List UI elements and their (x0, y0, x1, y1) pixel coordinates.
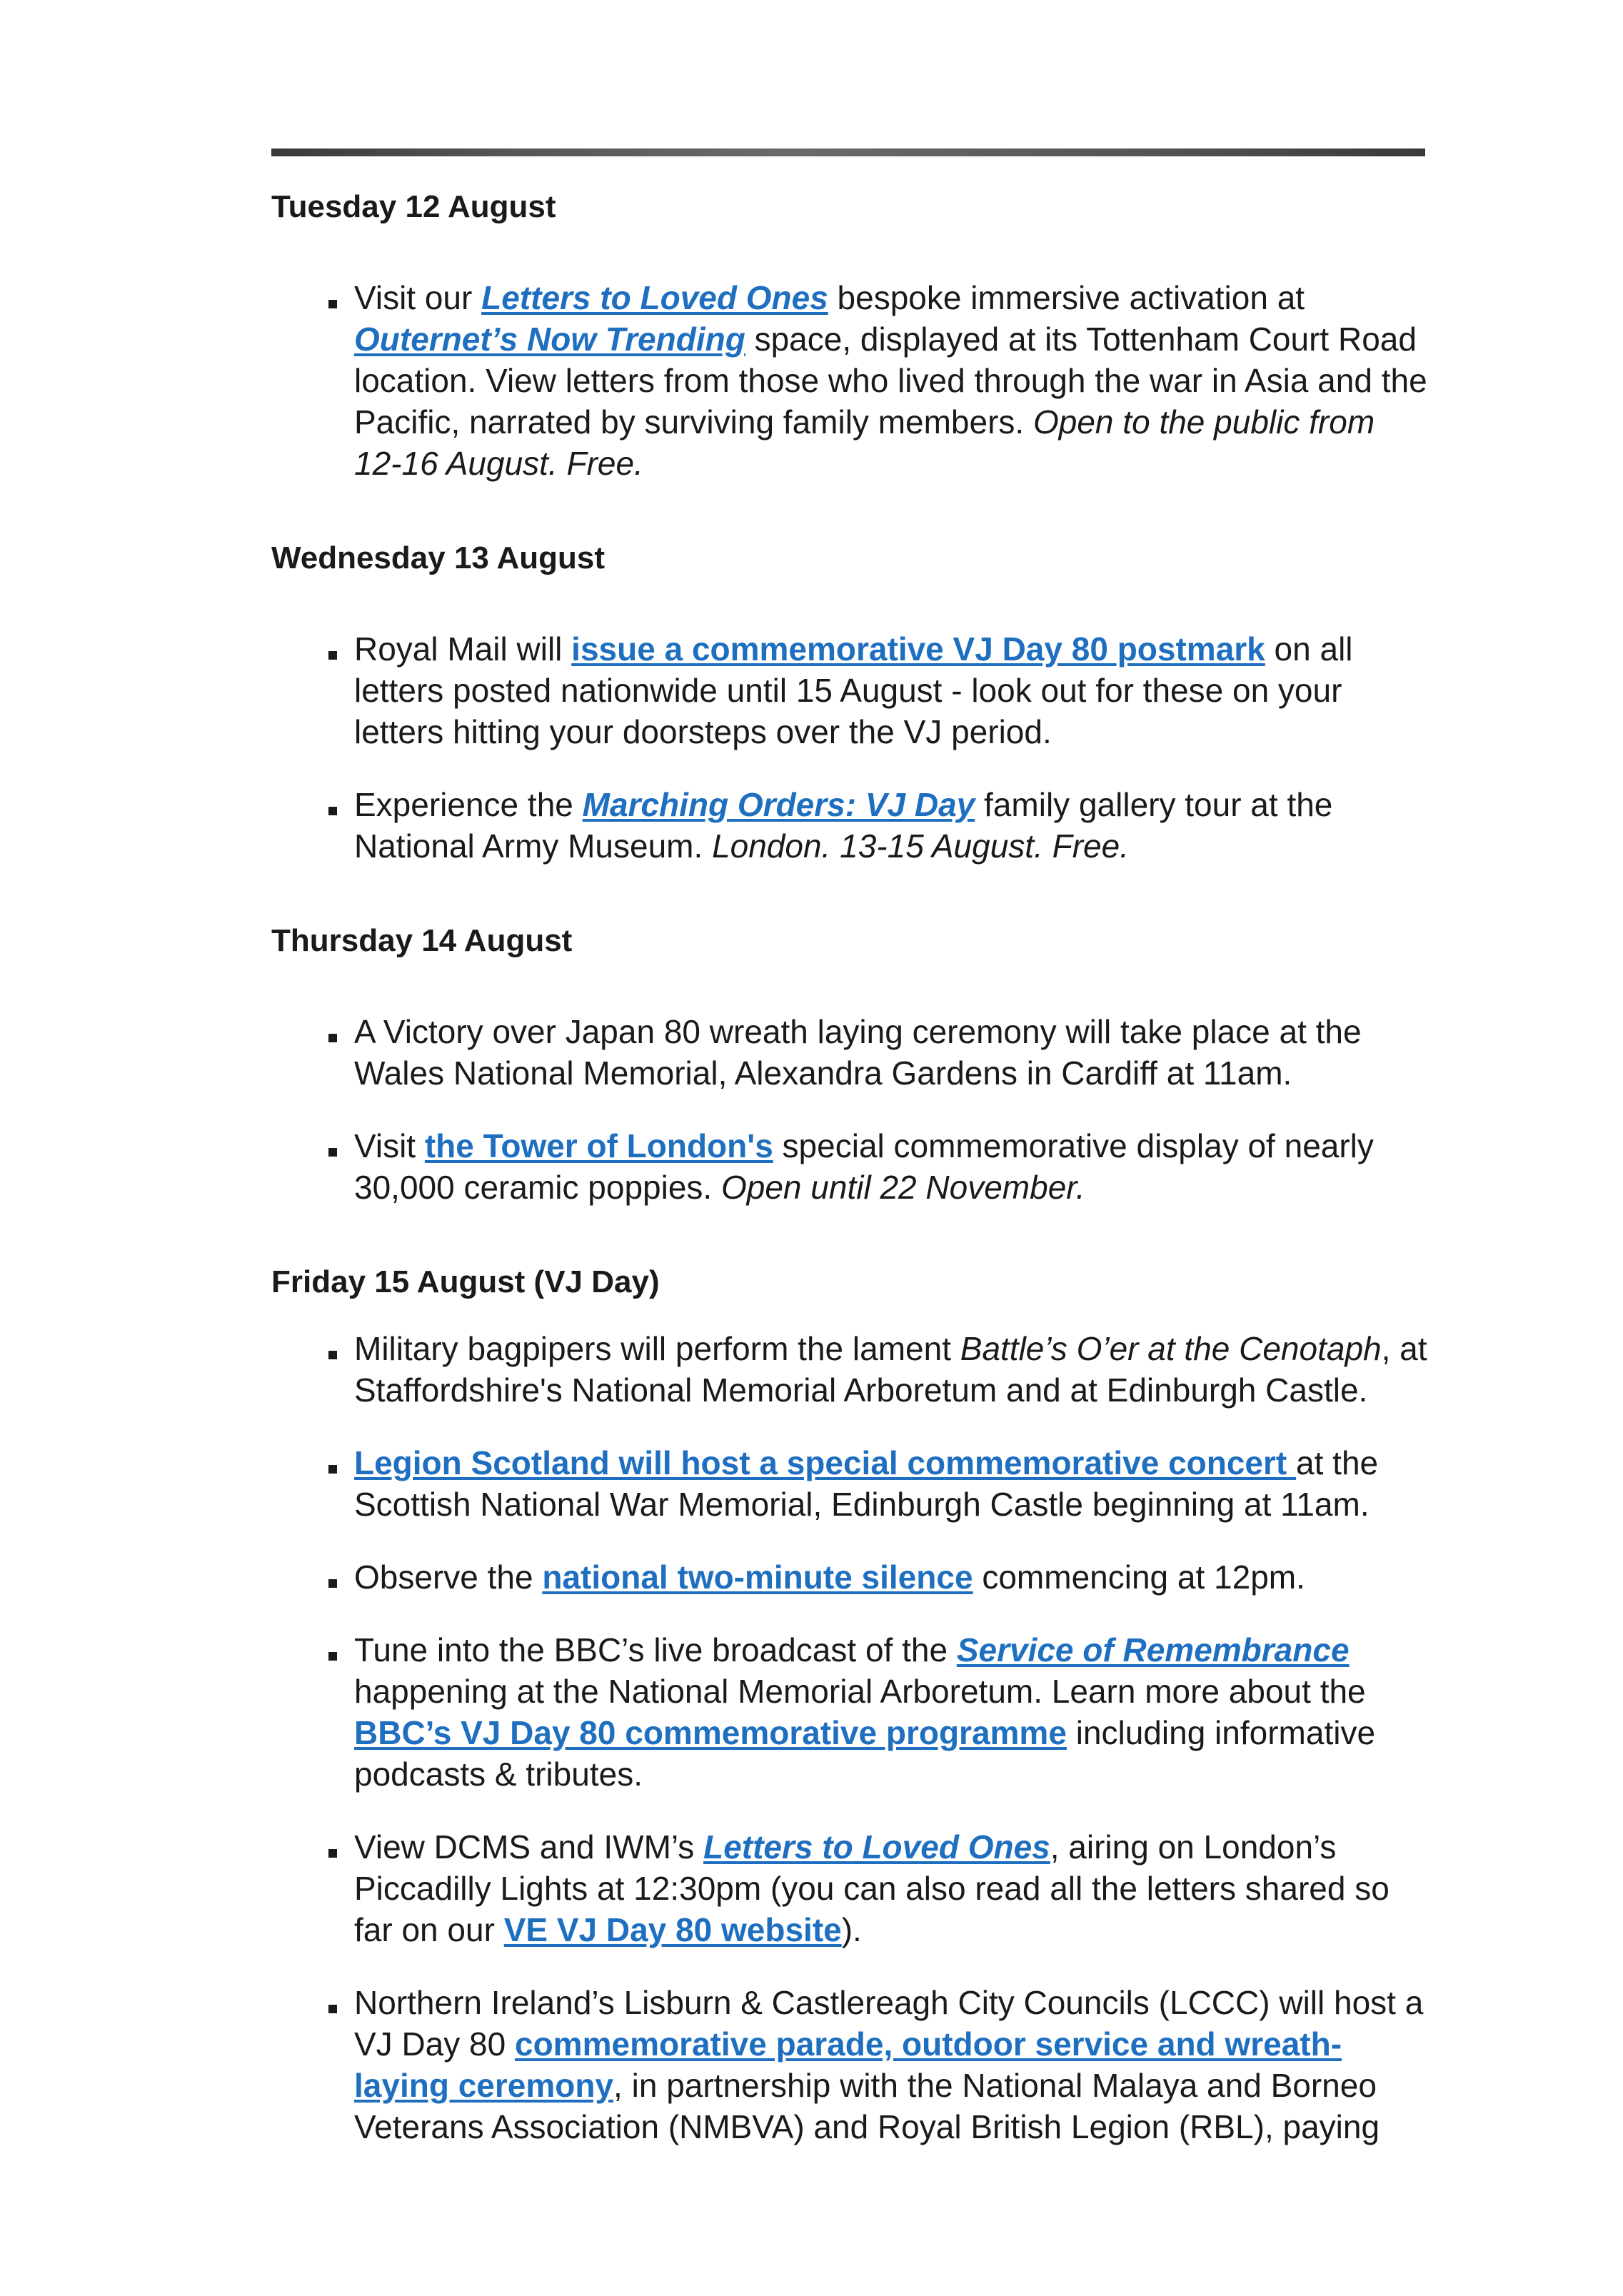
list-item: Observe the national two-minute silence commencing at 12pm. (271, 1556, 1428, 1598)
section-heading: Friday 15 August (VJ Day) (271, 1264, 660, 1299)
top-divider (271, 148, 1425, 156)
two-minute-silence-link[interactable]: national two-minute silence (542, 1559, 973, 1596)
marching-orders-link[interactable]: Marching Orders: VJ Day (582, 786, 975, 823)
document-body (271, 180, 1428, 2148)
bullet-icon (328, 651, 337, 660)
section-friday (271, 1261, 1428, 2148)
letters-to-loved-ones-link[interactable]: Letters to Loved Ones (703, 1828, 1050, 1866)
list-item: Northern Ireland’s Lisburn & Castlereagh City Councils (LCCC) will host a VJ Day 80 commemorative parade, outdoor service and wreath-laying ceremony, in partnership with the National Malaya and Borneo Veterans Association (NMBVA) and Royal British Legion (RBL), paying (271, 1982, 1428, 2148)
ve-vj-day-website-link[interactable]: VE VJ Day 80 website (503, 1911, 842, 1948)
list-item: Visit our Letters to Loved Ones bespoke immersive activation at Outernet’s Now Trending space, displayed at its Tottenham Court Road location. View letters from those who lived through the war in Asia and the Pacific, narrated by surviving family members. Open to the public from 12-16 August. Free. (271, 277, 1428, 484)
section-tuesday (271, 186, 1428, 484)
bullet-icon (328, 1351, 337, 1359)
bullet-icon (328, 807, 337, 815)
bullet-icon (328, 1849, 337, 1858)
outernet-now-trending-link[interactable]: Outernet’s Now Trending (354, 321, 745, 358)
list-item: Legion Scotland will host a special commemorative concert at the Scottish National War Memorial, Edinburgh Castle beginning at 11am. (271, 1442, 1428, 1525)
letters-to-loved-ones-link[interactable]: Letters to Loved Ones (481, 279, 828, 316)
list-item: Royal Mail will issue a commemorative VJ Day 80 postmark on all letters posted nationwide until 15 August - look out for these on your letters hitting your doorsteps over the VJ period. (271, 628, 1428, 752)
list-item: Visit the Tower of London's special commemorative display of nearly 30,000 ceramic poppies. Open until 22 November. (271, 1125, 1428, 1208)
bbc-programme-link[interactable]: BBC’s VJ Day 80 commemorative programme (354, 1714, 1067, 1751)
section-wednesday (271, 537, 1428, 867)
tower-of-london-link[interactable]: the Tower of London's (424, 1127, 773, 1164)
bullet-icon (328, 1148, 337, 1157)
list-item: A Victory over Japan 80 wreath laying ceremony will take place at the Wales National Memorial, Alexandra Gardens in Cardiff at 11am. (271, 1011, 1428, 1094)
list-item: Experience the Marching Orders: VJ Day family gallery tour at the National Army Museum. London. 13-15 August. Free. (271, 784, 1428, 867)
list-item: View DCMS and IWM’s Letters to Loved Ones, airing on London’s Piccadilly Lights at 12:30pm (you can also read all the letters shared so far on our VE VJ Day 80 website). (271, 1826, 1428, 1950)
legion-scotland-concert-link[interactable]: Legion Scotland will host a special commemorative concert (354, 1444, 1297, 1481)
bullet-icon (328, 1652, 337, 1661)
section-heading: Thursday 14 August (271, 923, 573, 958)
bullet-icon (328, 2005, 337, 2013)
commemorative-postmark-link[interactable]: issue a commemorative VJ Day 80 postmark (571, 630, 1265, 668)
bullet-icon (328, 1579, 337, 1588)
service-of-remembrance-link[interactable]: Service of Remembrance (956, 1631, 1350, 1668)
bullet-icon (328, 1034, 337, 1042)
list-item: Military bagpipers will perform the lament Battle’s O’er at the Cenotaph, at Staffordshire's National Memorial Arboretum and at Edinburgh Castle. (271, 1328, 1428, 1411)
list-item: Tune into the BBC’s live broadcast of the Service of Remembrance happening at the National Memorial Arboretum. Learn more about the BBC’s VJ Day 80 commemorative programme including informative podcasts & tributes. (271, 1629, 1428, 1795)
lccc-parade-link[interactable]: commemorative parade, outdoor service and wreath-laying ceremony (354, 2025, 1342, 2104)
section-thursday (271, 920, 1428, 1208)
bullet-icon (328, 300, 337, 308)
section-heading: Tuesday 12 August (271, 189, 556, 224)
section-heading: Wednesday 13 August (271, 540, 606, 575)
bullet-icon (328, 1465, 337, 1474)
